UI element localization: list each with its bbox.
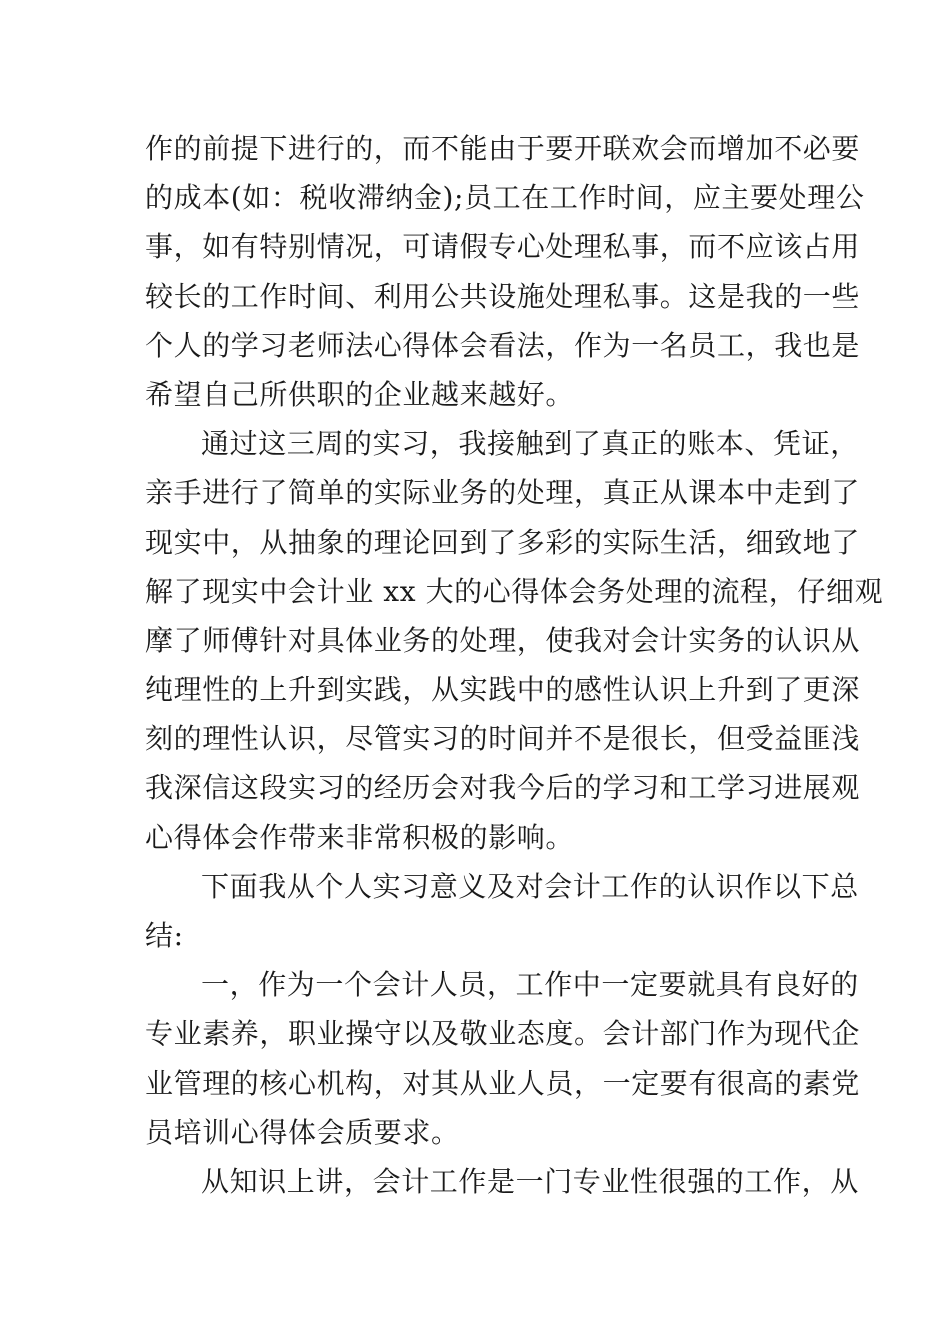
text-line: 员培训心得体会质要求。 xyxy=(145,1115,460,1149)
text-line: 纯理性的上升到实践，从实践中的感性认识上升到了更深 xyxy=(145,673,861,707)
text-line: 事，如有特别情况，可请假专心处理私事，而不应该占用 xyxy=(145,230,861,264)
text-line: 业管理的核心机构，对其从业人员，一定要有很高的素党 xyxy=(145,1066,861,1100)
paragraph-first-line: 从知识上讲，会计工作是一门专业性很强的工作，从 xyxy=(201,1164,859,1198)
text-line: 解了现实中会计业 xx 大的心得体会务处理的流程，仔细观 xyxy=(145,574,884,608)
text-line: 亲手进行了简单的实际业务的处理，真正从课本中走到了 xyxy=(145,476,861,510)
text-line: 我深信这段实习的经历会对我今后的学习和工学习进展观 xyxy=(145,771,861,805)
paragraph-first-line: 一，作为一个会计人员，工作中一定要就具有良好的 xyxy=(201,968,859,1002)
text-line: 摩了师傅针对具体业务的处理，使我对会计实务的认识从 xyxy=(145,623,861,657)
text-line: 作的前提下进行的，而不能由于要开联欢会而增加不必要 xyxy=(145,132,861,165)
text-line: 的成本(如：税收滞纳金);员工在工作时间，应主要处理公 xyxy=(145,181,865,215)
document-body xyxy=(145,124,884,1206)
paragraph-first-line: 通过这三周的实习，我接触到了真正的账本、凭证， xyxy=(201,427,859,461)
text-line: 较长的工作时间、利用公共设施处理私事。这是我的一些 xyxy=(145,279,861,313)
text-line: 专业素养，职业操守以及敬业态度。会计部门作为现代企 xyxy=(145,1017,861,1051)
paragraph-first-line: 下面我从个人实习意义及对会计工作的认识作以下总 xyxy=(201,869,859,903)
text-line: 希望自己所供职的企业越来越好。 xyxy=(145,377,575,411)
text-line: 现实中，从抽象的理论回到了多彩的实际生活，细致地了 xyxy=(145,525,861,559)
text-line: 刻的理性认识，尽管实习的时间并不是很长，但受益匪浅 xyxy=(145,722,861,756)
text-line: 结: xyxy=(145,919,184,952)
text-line: 心得体会作带来非常积极的影响。 xyxy=(145,820,575,854)
text-line: 个人的学习老师法心得体会看法，作为一名员工，我也是 xyxy=(145,328,861,362)
